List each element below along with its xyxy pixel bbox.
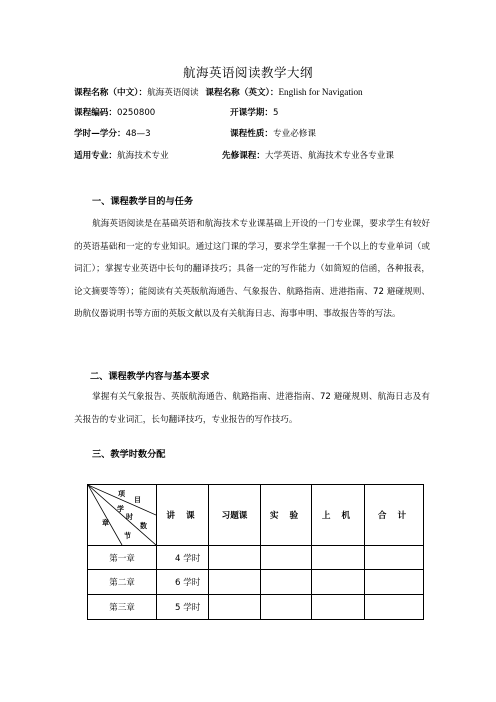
row-exercise [209,570,261,595]
nature-label: 课程性质 [230,129,265,139]
section-1-paragraph [74,213,430,326]
semester-value: 5 [273,108,279,118]
table-row [88,570,424,595]
nature-value: 专业必修课 [273,129,316,139]
prereq-label: 先修课程 [222,151,257,161]
row-computer [312,570,365,595]
name-en-label: 课程名称（英文） [205,88,270,98]
row-chapter: 第二章 [88,570,157,595]
row-lecture-hours: 6 学时 [157,570,209,595]
hours-value: 48—3 [125,129,151,139]
hours-table [87,484,424,620]
section-1-text: 航海英语阅读是在基础英语和航海技术专业课基础上开设的一门专业课，要求学生有较好的英语基础和一定的专业知识。通过这门课的学习，要求学生掌握一千个以上的专业单词（或词汇）；掌握专业英语中长句的翻译技巧；具备一定的写作能力（如简短的信函，各种报表，论文摘要等等）；能阅读有关英版航海通告、气象报告、航路指南、进港指南、72 避碰规则、助航仪器说明书等方面的英版文献以及有关航海日志、海事申明、事故报告等的写法。 [74,219,430,320]
row-total [365,595,424,620]
table-row [88,546,424,570]
major-line: 适用专业：航海技术专业 [74,151,169,161]
row-computer [312,595,365,620]
row-experiment [261,570,312,595]
name-cn-value: 航海英语阅读 [147,88,199,98]
row-exercise [209,595,261,620]
row-chapter: 第三章 [88,595,157,620]
diagonal-header-cell [88,485,157,546]
row-experiment [261,595,312,620]
prereq-value: 大学英语、航海技术专业各专业课 [265,151,394,161]
code-value: 0250800 [117,108,156,118]
document-title: 航海英语阅读教学大纲 [182,65,313,80]
prereq-line: 先修课程：大学英语、航海技术专业各专业课 [222,151,394,161]
diag-label-zhang: 章 [102,519,109,527]
diag-label-mu: 目 [134,496,141,504]
nature-line: 课程性质：专业必修课 [230,129,316,139]
diag-label-shu: 数 [140,522,147,530]
semester-label: 开课学期 [230,108,265,118]
row-computer [312,546,365,570]
header-lecture: 讲 课 [157,485,209,546]
table-header-row [88,485,424,546]
code-label: 课程编码 [74,108,109,118]
row-lecture-hours: 5 学时 [157,595,209,620]
section-2-heading: 二、课程教学内容与基本要求 [90,371,210,382]
row-total [365,570,424,595]
major-value: 航海技术专业 [117,151,169,161]
table-row [88,595,424,620]
header-experiment: 实 验 [261,485,312,546]
row-exercise [209,546,261,570]
major-label: 适用专业 [74,151,109,161]
header-exercise: 习题课 [209,485,261,546]
header-computer: 上 机 [312,485,365,546]
diag-label-jie: 节 [124,532,131,540]
header-total: 合 计 [365,485,424,546]
row-experiment [261,546,312,570]
course-name-line: 课程名称（中文）：航海英语阅读 课程名称（英文）：English for Navigation [74,87,363,98]
row-chapter: 第一章 [88,546,157,570]
hours-credits-line: 学时—学分：48—3 [74,129,151,139]
section-3-heading: 三、教学时数分配 [92,449,166,460]
diag-label-xue: 学 [117,505,124,513]
row-total [365,546,424,570]
row-lecture-hours: 4 学时 [157,546,209,570]
name-en-value: English for Navigation [278,87,363,97]
diag-label-shi: 时 [126,513,133,521]
name-cn-label: 课程名称（中文） [74,88,139,98]
section-2-paragraph [74,386,430,431]
semester-line: 开课学期：5 [230,108,279,118]
diag-label-xiang: 项 [118,490,125,498]
section-1-heading: 一、课程教学目的与任务 [92,196,194,207]
hours-label: 学时—学分 [74,129,117,139]
section-2-text: 掌握有关气象报告、英版航海通告、航路指南、进港指南、72 避碰规则、航海日志及有关报告的专业词汇，长句翻译技巧，专业报告的写作技巧。 [74,392,430,425]
course-code-line: 课程编码：0250800 [74,108,156,118]
